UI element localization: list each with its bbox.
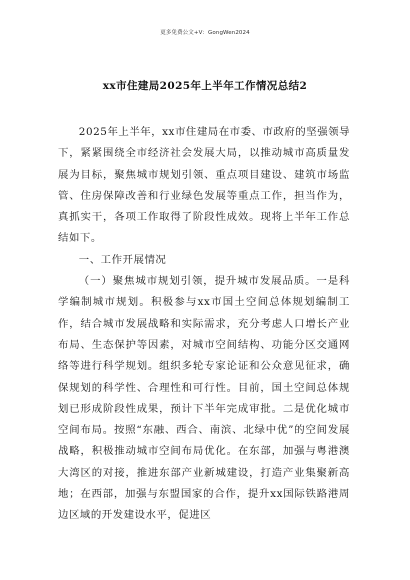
body-paragraph: （一）聚焦城市规划引领，提升城市发展品质。一是科学编制城市规划。积极参与xx市国土空间总体规划编制工作，结合城市发展战略和实际需求，充分考虑人口增长产业布局、生态保护等因素，对城市空间结构、功能分区交通网络等进行科学规划。组织多轮专家论证和公众意见征求，确保规划的科学性、合理性和可行性。目前，国土空间总体规划已形成阶段性成果，预计下半年完成审批。二是优化城市空间布局。按照“东融、西合、南滨、北绿中优”的空间发展战略，积极推动城市空间布局优化。在东部，加强与粤港澳大湾区的对接，推进东部产业新城建设，打造产业集聚新高地；在西部，加强与东盟国家的合作，提升xx国际铁路港周边区域的开发建设水平，促进区 xyxy=(58,275,350,522)
section-heading: 一、工作开展情况 xyxy=(78,253,167,266)
document-title: xx市住建局2025年上半年工作情况总结2 xyxy=(102,80,308,92)
intro-paragraph: 2025年上半年，xx市住建局在市委、市政府的坚强领导下，紧紧围绕全市经济社会发展大局，以推动城市高质量发展为目标，聚焦城市规划引领、重点项目建设、建筑市场监管、住房保障改善和行业绿色发展等重点工作，担当作为，真抓实干，各项工作取得了阶段性成效。现将上半年工作总结如下。 xyxy=(58,126,351,245)
document-body xyxy=(58,122,350,527)
header-note: 更多免费公文+V：GongWen2024 xyxy=(160,30,250,36)
